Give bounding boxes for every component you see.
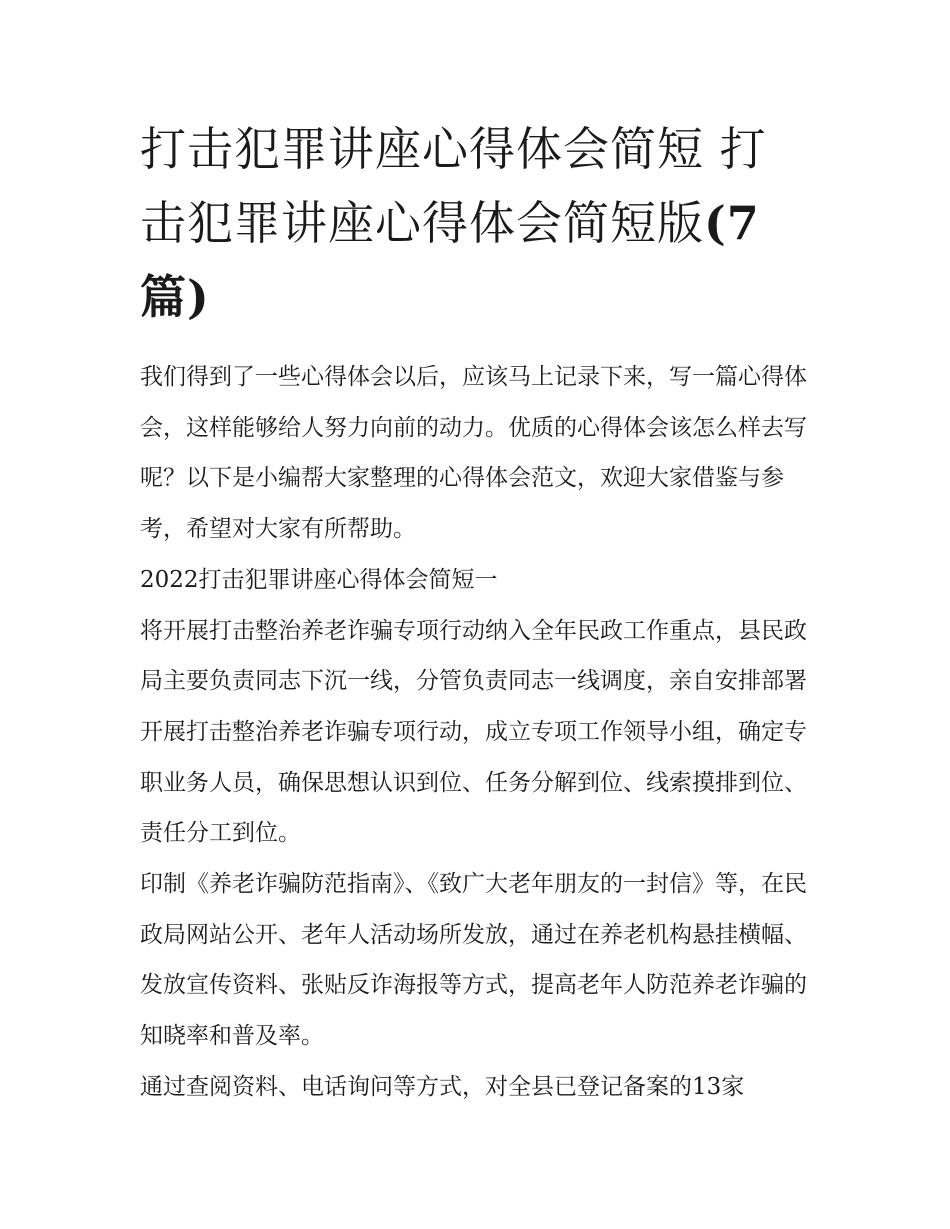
body-paragraph-3: 通过查阅资料、电话询问等方式，对全县已登记备案的13家 (140, 1073, 745, 1100)
body-paragraph-1: 将开展打击整治养老诈骗专项行动纳入全年民政工作重点，县民政局主要负责同志下沉一线，分管负责同志一线调度，亲自安排部署开展打击整治养老诈骗专项行动，成立专项工作领导小组，确定专职业务人员，确保思想认识到位、任务分解到位、线索摸排到位、责任分工到位。 (140, 617, 807, 847)
document-page (140, 112, 812, 1113)
document-title (140, 112, 812, 334)
body-paragraph-2: 印制《养老诈骗防范指南》、《致广大老年朋友的一封信》等，在民政局网站公开、老年人活动场所发放，通过在养老机构悬挂横幅、发放宣传资料、张贴反诈海报等方式，提高老年人防范养老诈骗的知晓率和普及率。 (140, 871, 807, 1050)
document-title-main: 打击犯罪讲座心得体会简短 打击犯罪讲座心得体会简短版 (140, 122, 767, 250)
intro-paragraph: 我们得到了一些心得体会以后，应该马上记录下来，写一篇心得体会，这样能够给人努力向前的动力。优质的心得体会该怎么样去写呢？以下是小编帮大家整理的心得体会范文，欢迎大家借鉴与参考，希望对大家有所帮助。 (140, 364, 807, 543)
section-heading: 2022打击犯罪讲座心得体会简短一 (140, 566, 498, 593)
document-title-suffix: (7篇) (140, 196, 760, 324)
